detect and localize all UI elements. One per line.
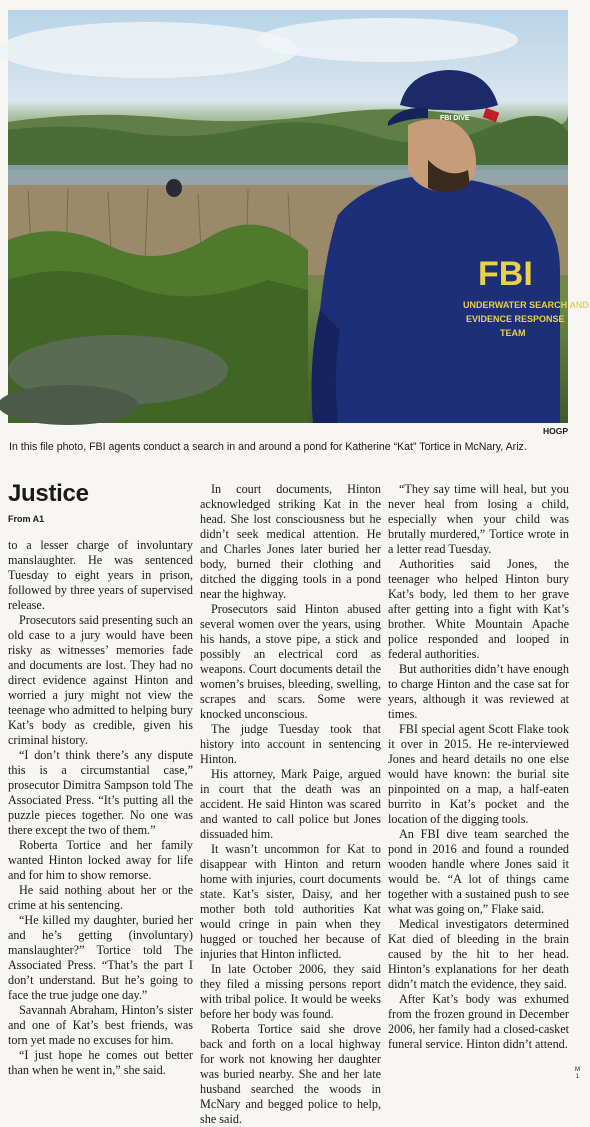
- paragraph: FBI special agent Scott Flake took it over in 2015. He re-interviewed Jones and heard details no one else would have known: the burial site pinpointed on a map, a half-eaten burrito in Kat’s pocket and the location of the digging tools.: [388, 722, 569, 826]
- article-headline: Justice: [8, 480, 89, 507]
- paragraph: to a lesser charge of involuntary manslaughter. He was sentenced Tuesday to eight years in prison, followed by three years of supervised release.: [8, 538, 193, 612]
- cap-text: FBI DIVE: [440, 115, 470, 122]
- pond-search-scene: [8, 10, 589, 423]
- paragraph: Savannah Abraham, Hinton’s sister and one of Kat’s best friends, was torn yet made no excuses for him.: [8, 1003, 193, 1047]
- photo-credit: HOGP: [542, 426, 568, 436]
- paragraph: Prosecutors said presenting such an old case to a jury would have been risky as witnesses’ memories fade and documents are lost. They had no direct evidence against Hinton and worried a jury might not view the teenage who admitted to helping bury Kat’s body as credible, given his criminal history.: [8, 613, 193, 747]
- paragraph: He said nothing about her or the crime at his sentencing.: [8, 883, 193, 912]
- paragraph: Prosecutors said Hinton abused several women over the years, using his hands, a stove pipe, a stick and possibly an electrical cord as weapons. Court documents detail the women’s bruises, bleeding, swelling, scrapes and scars. Some were knocked unconscious.: [200, 602, 381, 721]
- paragraph: His attorney, Mark Paige, argued in court that the death was an accident. He said Hinton was scared and wanted to call police but Jones dissuaded him.: [200, 767, 381, 841]
- page-marker: [575, 1067, 580, 1081]
- article-column-1: [8, 538, 193, 1078]
- paragraph: After Kat’s body was exhumed from the frozen ground in December 2006, her family had a closed-casket funeral service. Hinton didn’t attend.: [388, 992, 569, 1051]
- vest-line-1: UNDERWATER SEARCH AND: [463, 300, 589, 310]
- news-photo: [8, 10, 589, 423]
- paragraph: It wasn’t uncommon for Kat to disappear with Hinton and return home with injuries, court documents state. Kat’s sister, Daisy, and her mother both told authorities Kat would cringe in pain when they hugged or touched her because of injuries that Hinton inflicted.: [200, 842, 381, 961]
- paragraph: “I don’t think there’s any dispute this is a circumstantial case,” prosecutor Dimitra Sampson told The Associated Press. “It’s putting all the puzzle pieces together. No one was there except the two of them.”: [8, 748, 193, 837]
- paragraph: Authorities said Jones, the teenager who helped Hinton bury Kat’s body, led them to her grave after getting into a fight with Kat’s brother. White Mountain Apache police responded and looped in federal authorities.: [388, 557, 569, 661]
- paragraph: Roberta Tortice said she drove back and forth on a local highway for work not knowing her daughter was buried nearby. She and her late husband searched the woods in McNary and begged police to help, she said.: [200, 1022, 381, 1126]
- article-column-2: [200, 482, 381, 1127]
- photo-caption: In this file photo, FBI agents conduct a search in and around a pond for Katherine “Kat” Tortice in McNary, Ariz.: [9, 441, 527, 453]
- vest-line-2: EVIDENCE RESPONSE: [466, 314, 565, 324]
- page-marker-number: 1: [575, 1074, 580, 1080]
- vest-logo: FBI: [478, 255, 533, 293]
- paragraph: In late October 2006, they said they filed a missing persons report with tribal police. It would be weeks before her body was found.: [200, 962, 381, 1021]
- paragraph: An FBI dive team searched the pond in 2016 and found a rounded wooden handle where Jones said it would be. “A lot of things came together with a sustained push to see what was going on,” Flake said.: [388, 827, 569, 916]
- paragraph: “I just hope he comes out better than when he went in,” she said.: [8, 1048, 193, 1077]
- paragraph: Roberta Tortice and her family wanted Hinton locked away for life and for him to show remorse.: [8, 838, 193, 882]
- vest-line-3: TEAM: [500, 328, 526, 338]
- paragraph: But authorities didn’t have enough to charge Hinton and the case sat for years, although it was reviewed at times.: [388, 662, 569, 721]
- article-column-3: [388, 482, 569, 1052]
- paragraph: Medical investigators determined Kat died of bleeding in the brain caused by the hit to her head. Hinton’s explanations for her death didn’t match the evidence, they said.: [388, 917, 569, 991]
- paragraph: The judge Tuesday took that history into account in sentencing Hinton.: [200, 722, 381, 766]
- paragraph: “He killed my daughter, buried her and he’s getting (involuntary) manslaughter?” Tortice told The Associated Press. “That’s the part I don’t understand. But he’s going to face the true judge one day.”: [8, 913, 193, 1002]
- jump-line: From A1: [8, 514, 45, 524]
- page-marker-section: M: [575, 1067, 580, 1073]
- paragraph: In court documents, Hinton acknowledged striking Kat in the head. She lost consciousness but he didn’t seek medical attention. He and Charles Jones later buried her body, burned their clothing and ditched the digging tools in a pond near the highway.: [200, 482, 381, 601]
- paragraph: “They say time will heal, but you never heal from losing a child, especially when your child was brutally murdered,” Tortice wrote in a letter read Tuesday.: [388, 482, 569, 556]
